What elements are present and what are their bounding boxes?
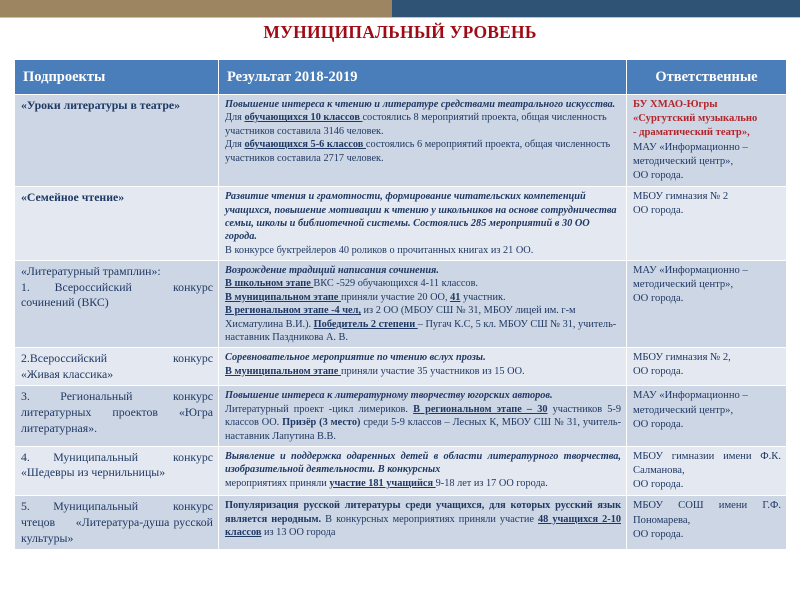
cell-responsible bbox=[627, 496, 787, 550]
cell-result bbox=[219, 261, 627, 348]
cell-result bbox=[219, 187, 627, 261]
top-bar-right-segment bbox=[392, 0, 800, 18]
subproject-name-text: 5. Муниципальный конкурс чтецов «Литература-душа русской культуры» bbox=[21, 499, 213, 545]
result-text: Выявление и поддержка одаренных детей в области литературного творчества, изобразительной деятельности. В конкурсных мероприятиях приняли участие 181 учащийся 9-18 лет из 17 ОО города. bbox=[225, 450, 621, 489]
responsible-text: МБОУ СОШ имени Г.Ф. Пономарева, ОО города. bbox=[633, 500, 781, 540]
cell-subproject-name bbox=[15, 187, 219, 261]
decorative-top-bar bbox=[0, 0, 800, 17]
cell-responsible bbox=[627, 187, 787, 261]
results-table bbox=[14, 59, 787, 550]
responsible-text: МАУ «Информационно – методический центр», ОО города. bbox=[633, 265, 748, 305]
subproject-name-text: «Литературный трамплин»: 1. Всероссийский конкурс сочинений (ВКС) bbox=[21, 264, 213, 310]
cell-result bbox=[219, 496, 627, 550]
cell-responsible bbox=[627, 261, 787, 348]
subproject-name-text: 2.Всероссийский конкурс «Живая классика» bbox=[21, 351, 213, 381]
column-header-subprojects: Подпроекты bbox=[15, 60, 219, 95]
table-row bbox=[15, 348, 787, 386]
cell-subproject-name bbox=[15, 386, 219, 447]
table-row bbox=[15, 187, 787, 261]
column-header-responsible: Ответственные bbox=[627, 60, 787, 95]
subproject-name-text: «Уроки литературы в театре» bbox=[21, 98, 181, 112]
table-row bbox=[15, 446, 787, 496]
result-text: Развитие чтения и грамотности, формирование читательских компетенций учащихся, повышение мотивации к чтению у школьников на основе сотрудничества семьи, школы и библиотечной системы. Состоялись 285 мероприятий в 30 ОО города. В конкурсе буктрейлеров 40 роликов о прочитанных книгах из 21 ОО. bbox=[225, 191, 617, 256]
responsible-text: МБОУ гимназии имени Ф.К. Салманова, ОО города. bbox=[633, 450, 781, 491]
cell-subproject-name bbox=[15, 261, 219, 348]
subproject-name-text: 4. Муниципальный конкурс «Шедевры из чернильницы» bbox=[21, 449, 213, 480]
cell-subproject-name bbox=[15, 348, 219, 386]
result-text: Повышение интереса к чтению и литературе средствами театрального искусства. Для обучающихся 10 классов состоялись 8 мероприятий проекта, общая численность участников составила 3146 человек. Для обучающихся 5-6 классов состоялись 6 мероприятий проекта, общая численность участников составила 2717 человек. bbox=[225, 99, 616, 164]
cell-subproject-name bbox=[15, 496, 219, 550]
responsible-text: МБОУ гимназия № 2 ОО города. bbox=[633, 191, 729, 217]
responsible-text: МАУ «Информационно – методический центр», ОО города. bbox=[633, 390, 748, 430]
table-row bbox=[15, 386, 787, 447]
cell-responsible bbox=[627, 386, 787, 447]
result-text: Соревновательное мероприятие по чтению вслух прозы. В муниципальном этапе приняли участие 35 участников из 15 ОО. bbox=[225, 352, 525, 377]
cell-responsible bbox=[627, 95, 787, 187]
subproject-name-text: «Семейное чтение» bbox=[21, 190, 125, 205]
cell-responsible bbox=[627, 446, 787, 496]
column-header-result: Результат 2018-2019 bbox=[219, 60, 627, 95]
cell-subproject-name bbox=[15, 95, 219, 187]
results-table-container bbox=[14, 59, 786, 550]
cell-responsible bbox=[627, 348, 787, 386]
subproject-name-text: 3. Региональный конкурс литературных проектов «Югра литературная». bbox=[21, 389, 213, 435]
result-text: Популяризация русской литературы среди учащихся, для которых русский язык является неродным. В конкурсных мероприятиях приняли участие 48 учащихся 2-10 классов из 13 ОО города bbox=[225, 500, 621, 539]
cell-result bbox=[219, 446, 627, 496]
table-row bbox=[15, 261, 787, 348]
table-row bbox=[15, 496, 787, 550]
table-header-row bbox=[15, 60, 787, 95]
top-bar-left-segment bbox=[0, 0, 392, 18]
responsible-text: БУ ХМАО-Югры «Сургутский музыкально - драматический театр», МАУ «Информационно – методический центр», ОО города. bbox=[633, 99, 758, 181]
cell-result bbox=[219, 95, 627, 187]
result-text: Возрождение традиций написания сочинения. В школьном этапе ВКС -529 обучающихся 4-11 классов. В муниципальном этапе приняли участие 20 ОО, 41 участник. В региональном этапе -4 чел, из 2 ОО (МБОУ СШ № 31, МБОУ лицей им. г-м Хисматулина В.И.). Победитель 2 степени – Пугач К.С, 5 кл. МБОУ СШ № 31, учитель-наставник Паздникова А. В. bbox=[225, 265, 617, 343]
cell-subproject-name bbox=[15, 446, 219, 496]
table-body bbox=[15, 95, 787, 550]
responsible-text: МБОУ гимназия № 2, ОО города. bbox=[633, 352, 731, 378]
cell-result bbox=[219, 386, 627, 447]
slide-title: МУНИЦИПАЛЬНЫЙ УРОВЕНЬ bbox=[263, 22, 537, 42]
result-text: Повышение интереса к литературному творчеству югорских авторов. Литературный проект -цикл лимериков. В региональном этапе – 30 участников 5-9 классов ОО. Призёр (3 место) среди 5-9 классов – Лесных К, МБОУ СШ № 31, учитель-наставник Лапутина В.В. bbox=[225, 390, 621, 442]
cell-result bbox=[219, 348, 627, 386]
table-row bbox=[15, 95, 787, 187]
